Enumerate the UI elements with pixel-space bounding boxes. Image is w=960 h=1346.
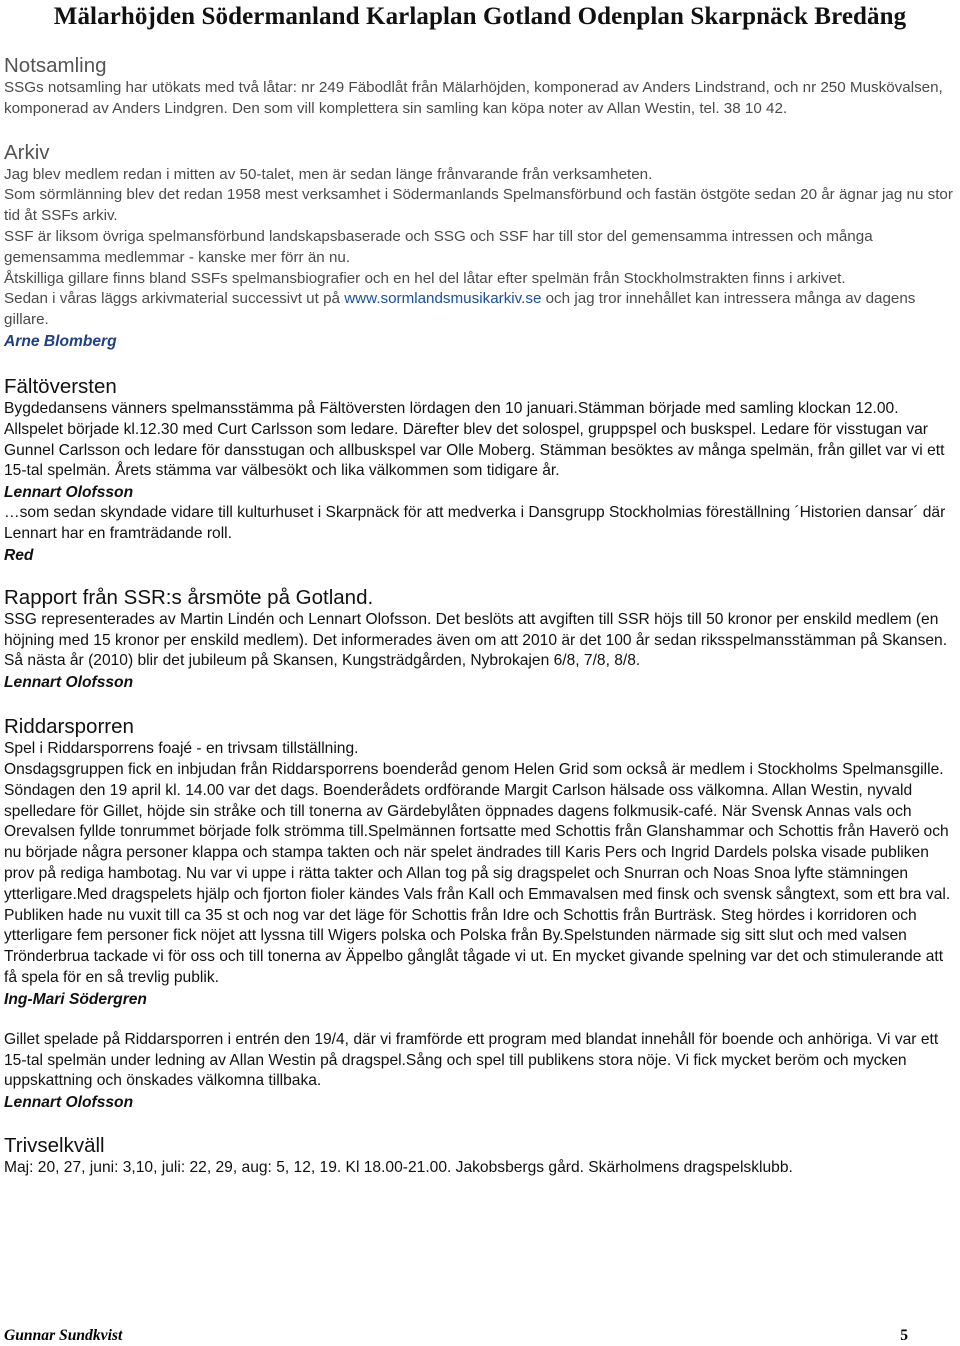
riddarsporren-paragraph-3: Söndagen den 19 april kl. 14.00 var det dags. Boenderådets ordförande Margit Carlson hälsade oss välkomna. Allan Westin, nyvald spelledare för Gillet, höjde sin stråke och till tonerna av Gärdebylåten öppnades dagens folkmusik-café. När Svensk Annas vals och Orevalsen fyllde tonrummet började folk strömma till.Spelmännen fortsatte med Schottis från Glanshammar och Schottis från Haverö och nu började några personer klappa och stampa takten och när spelet ändrades till Karis Pers och Ingrid Dardels polska visade publiken prov på rediga hambotag. Nu var vi uppe i rätta takter och Allan tog på sig dragspelet och Snurran och Noas Snoa lyfte stämningen ytterligare.Med dragspelets hjälp och fjorton fioler kändes Vals från Kall och Emmavalsen med finsk och svensk sångtext, som ett bra val. Publiken hade nu vuxit till ca 35 st och nog var det läge för Schottis från Idre och Schottis från Burträsk. Steg hördes i korridoren och ytterligare fem personer fick nöjet att lyssna till Wigers polska och Polska från By.Spelstunden närmade sig sitt slut och med valsen Trönderbrua tackade vi för oss och till tonerna av Äppelbo gånglåt tågade vi ut. En mycket givande spelning var det och stimulerande att få spela för en så trevlig publik. (4, 781, 951, 986)
arkiv-paragraph-5 (4, 289, 956, 331)
section-title-notsamling: Notsamling (4, 54, 107, 77)
riddarsporren-signature-1: Ing-Mari Södergren (4, 990, 147, 1008)
rapport-signature: Lennart Olofsson (4, 674, 134, 692)
arkiv-signature: Arne Blomberg (4, 332, 117, 350)
section-title-riddarsporren: Riddarsporren (4, 715, 134, 739)
notsamling-body: SSGs notsamling har utökats med två låtar: nr 249 Fäbodlåt från Mälarhöjden, komponerad av Anders Lindstrand, och nr 250 Muskövalsen, komponerad av Anders Lindgren. Den som vill komplettera sin samling kan köpa noter av Allan Westin, tel. 38 10 42. (4, 79, 943, 117)
rapport-paragraph-1: SSG representerades av Martin Lindén och Lennart Olofsson. Det beslöts att avgiften till SSR höjs till 50 kronor per enskild medlem (en höjning med 15 kronor per enskild medlem). Det informerades även om att 2010 är det 100 år sedan riksspelmansstämman på Skansen. (4, 610, 948, 649)
newsletter-page (4, 0, 956, 1179)
faltoversten-signature-2: Red (4, 546, 34, 564)
section-trivselkvall (4, 1134, 956, 1179)
page-number: 5 (900, 1327, 908, 1344)
archive-link[interactable]: www.sormlandsmusikarkiv.se (344, 290, 542, 308)
section-title-faltoversten: Fältöversten (4, 374, 117, 398)
arkiv-text-after-link: och jag tror innehållet kan intressera många av dagens gillare. (4, 290, 916, 329)
trivselkvall-body: Maj: 20, 27, juni: 3,10, juli: 22, 29, aug: 5, 12, 19. Kl 18.00-21.00. Jakobsbergs gård. Skärholmens dragspelsklubb. (4, 1159, 793, 1177)
arkiv-paragraph-1: Jag blev medlem redan i mitten av 50-talet, men är sedan länge frånvarande från verksamheten. (4, 165, 653, 183)
riddarsporren-signature-2: Lennart Olofsson (4, 1094, 134, 1112)
arkiv-paragraph-2: Som sörmlänning blev det redan 1958 mest verksamhet i Södermanlands Spelmansförbund och fastän östgöte sedan 20 år ägnar jag nu stor tid åt SSFs arkiv. (4, 186, 953, 225)
rapport-paragraph-2: Så nästa år (2010) blir det jubileum på Skansen, Kungsträdgården, Nybrokajen 6/8, 7/8, 8/8. (4, 652, 641, 670)
section-title-rapport: Rapport från SSR:s årsmöte på Gotland. (4, 585, 374, 609)
page-footer (4, 1326, 908, 1346)
section-title-arkiv: Arkiv (4, 140, 50, 164)
faltoversten-body-2: …som sedan skyndade vidare till kulturhuset i Skarpnäck för att medverka i Dansgrupp Stockholmias föreställning ´Historien dansar´ där Lennart har en framträdande roll. (4, 504, 946, 542)
arkiv-text-before-link: Sedan i våras läggs arkivmaterial successivt ut på (4, 290, 345, 308)
section-riddarsporren (4, 715, 956, 1113)
page-header: Mälarhöjden Södermanland Karlaplan Gotland Odenplan Skarpnäck Bredäng (53, 3, 907, 30)
riddarsporren-paragraph-2: Onsdagsgruppen fick en inbjudan från Riddarsporrens boenderåd genom Helen Grid som också är medlem i Stockholms Spelmansgille. (4, 760, 944, 778)
faltoversten-signature-1: Lennart Olofsson (4, 484, 134, 502)
arkiv-paragraph-3: SSF är liksom övriga spelmansförbund landskapsbaserade och SSG och SSF har till stor del gemensamma intressen och många gemensamma medlemmar - kanske mer förr än nu. (4, 227, 873, 266)
section-notsamling (4, 54, 956, 120)
faltoversten-body: Bygdedansens vänners spelmansstämma på Fältöversten lördagen den 10 januari.Stämman började med samling klockan 12.00. Allspelet började kl.12.30 med Curt Carlsson som ledare. Därefter blev det solospel, gruppspel och buskspel. Ledare för visstugan var Gunnel Carlsson och ledare för dansstugan och allbuskspel var Olle Moberg. Stämman besöktes av många spelmän, från gillet var vi ett 15-tal spelmän. Årets stämma var välbesökt och lika välkommen som tidigare år. (4, 399, 945, 480)
section-title-trivselkvall: Trivselkväll (4, 1134, 105, 1158)
section-faltoversten (4, 375, 956, 566)
section-arkiv (4, 141, 956, 352)
riddarsporren-paragraph-4: Gillet spelade på Riddarsporren i entrén den 19/4, där vi framförde ett program med blandat innehåll för boende och anhöriga. Vi var ett 15-tal spelmän under ledning av Allan Westin på dragspel.Sång och spel till publikens stora nöje. Vi fick mycket beröm och mycken uppskattning och önskades välkomna tillbaka. (4, 1030, 939, 1090)
arkiv-paragraph-4: Åtskilliga gillare finns bland SSFs spelmansbiografier och en hel del låtar efter spelmän från Stockholmstrakten finns i arkivet. (4, 269, 846, 287)
riddarsporren-paragraph-1: Spel i Riddarsporrens foajé - en trivsam tillställning. (4, 740, 359, 758)
section-rapport (4, 586, 956, 693)
footer-name: Gunnar Sundkvist (4, 1327, 123, 1344)
